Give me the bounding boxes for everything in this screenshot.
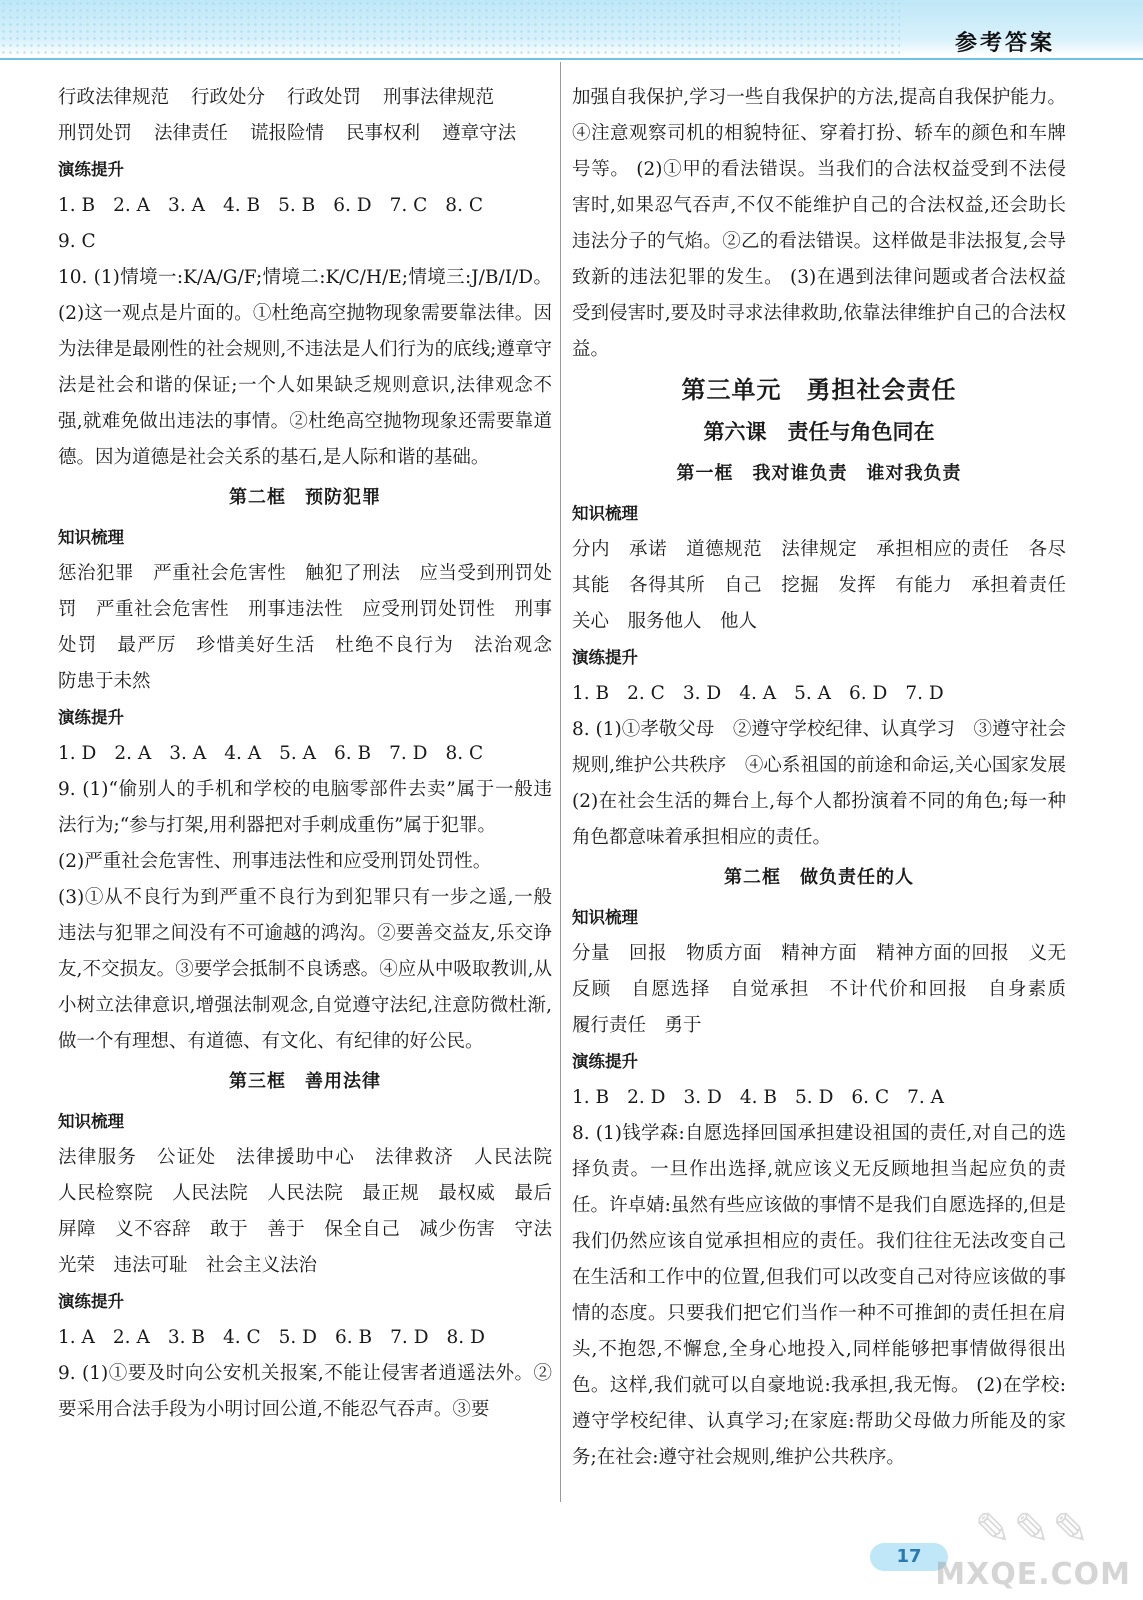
practice-label: 演练提升 (58, 708, 124, 727)
answer-10: 10. (1)情境一:K/A/G/F;情境二:K/C/H/E;情境三:J/B/I/D。 (2)这一观点是片面的。①杜绝高空抛物现象需要靠法律。因为法律是最刚性的社会规则,不违法是人们行为的底线;遵章守法是社会和谐的保证;一个人如果缺乏规则意识,法律观念不强,就难免做出违法的事情。②杜绝高空抛物现象还需要靠道德。因为道德是社会关系的基石,是人际和谐的基础。 (58, 267, 552, 468)
answer-9-part-1: 9. (1)“偷别人的手机和学校的电脑零部件去卖”属于一般违法行为;“参与打架,用利器把对手刺成重伤”属于犯罪。 (58, 779, 552, 836)
knowledge-label: 知识梳理 (572, 504, 638, 523)
knowledge-terms: 惩治犯罪 严重社会危害性 触犯了刑法 应当受到刑罚处罚 严重社会危害性 刑事违法性 应受刑罚处罚性 刑事处罚 最严厉 珍惜美好生活 杜绝不良行为 法治观念 防患于未然 (58, 563, 571, 692)
watermark-url: MXQE.COM (935, 1557, 1131, 1592)
answers-row-5: 1. B 2. D 3. D 4. B 5. D 6. C 7. A (572, 1087, 944, 1108)
knowledge-label: 知识梳理 (58, 1112, 124, 1131)
header-title: 参考答案 (954, 31, 1055, 56)
section-title-use-law: 第三框 善用法律 (229, 1071, 381, 1092)
answers-row-2: 1. D 2. A 3. A 4. A 5. A 6. B 7. D 8. C (58, 743, 484, 764)
unit-title: 第三单元 勇担社会责任 (681, 376, 957, 404)
right-column (572, 80, 1085, 1476)
watermark (911, 1502, 1131, 1592)
practice-label: 演练提升 (58, 1292, 124, 1311)
continued-answer: 加强自我保护,学习一些自我保护的方法,提高自我保护能力。④注意观察司机的相貌特征、穿着打扮、轿车的颜色和车牌号等。 (2)①甲的看法错误。当我们的合法权益受到不法侵害时,如果忍气吞声,不仅不能维护自己的合法权益,还会助长违法分子的气焰。②乙的看法错误。这样做是非法报复,会导致新的违法犯罪的发生。 (3)在遇到法律问题或者合法权益受到侵害时,要及时寻求法律救助,依靠法律维护自己的合法权益。 (572, 87, 1066, 360)
answers-row-1: 1. B 2. A 3. A 4. B 5. B 6. D 7. C 8. C (58, 195, 483, 216)
left-column (58, 80, 571, 1428)
section-title-responsibility: 第一框 我对谁负责 谁对我负责 (676, 463, 962, 484)
watermark-logo-icon: ✎✎✎ (974, 1504, 1091, 1555)
answer-9: 9. (1)①要及时向公安机关报案,不能让侵害者逍遥法外。②要采用合法手段为小明讨回公道,不能忍气吞声。③要 (58, 1363, 552, 1420)
answer-9-part-3: (3)①从不良行为到严重不良行为到犯罪只有一步之遥,一般违法与犯罪之间没有不可逾越的鸿沟。②要善交益友,乐交诤友,不交损友。③要学会抵制不良诱惑。④应从中吸取教训,从小树立法律意识,增强法制观念,自觉遵守法纪,注意防微杜渐,做一个有理想、有道德、有文化、有纪律的好公民。 (58, 887, 552, 1052)
knowledge-terms: 分内 承诺 道德规范 法律规定 承担相应的责任 各尽其能 各得其所 自己 挖掘 发挥 有能力 承担着责任 关心 服务他人 他人 (572, 539, 1085, 632)
answers-row-4: 1. B 2. C 3. D 4. A 5. A 6. D 7. D (572, 683, 944, 704)
knowledge-terms: 分量 回报 物质方面 精神方面 精神方面的回报 义无反顾 自愿选择 自觉承担 不计代价和回报 自身素质 履行责任 勇于 (572, 943, 1085, 1036)
section-title-prevent-crime: 第二框 预防犯罪 (229, 487, 381, 508)
page-number: 17 (870, 1543, 948, 1571)
lesson-title: 第六课 责任与角色同在 (703, 420, 935, 444)
practice-label: 演练提升 (572, 1052, 638, 1071)
column-divider (560, 62, 561, 1502)
answers-row-3: 1. A 2. A 3. B 4. C 5. D 6. B 7. D 8. D (58, 1327, 485, 1348)
knowledge-terms: 法律服务 公证处 法律援助中心 法律救济 人民法院 人民检察院 人民法院 人民法院 最正规 最权威 最后屏障 义不容辞 敢于 善于 保全自己 减少伤害 守法光荣 违法可耻 社会主义法治 (58, 1147, 571, 1276)
answer-8: 8. (1)钱学森:自愿选择回国承担建设祖国的责任,对自己的选择负责。一旦作出选择,就应该义无反顾地担当起应负的责任。许卓婧:虽然有些应该做的事情不是我们自愿选择的,但是我们仍然应该自觉承担相应的责任。我们往往无法改变自己在生活和工作中的位置,但我们可以改变自己对待应该做的事情的态度。只要我们把它们当作一种不可推卸的责任担在肩头,不抱怨,不懈怠,全身心地投入,同样能够把事情做得很出色。这样,我们就可以自豪地说:我承担,我无悔。 (2)在学校:遵守学校纪律、认真学习;在家庭:帮助父母做力所能及的家务;在社会:遵守社会规则,维护公共秩序。 (572, 1123, 1066, 1468)
term-line-2: 刑罚处罚 法律责任 谎报险情 民事权利 遵章守法 (58, 123, 517, 144)
term-line-1: 行政法律规范 行政处分 行政处罚 刑事法律规范 (58, 87, 495, 108)
answer-9: 9. C (58, 231, 96, 252)
knowledge-label: 知识梳理 (572, 908, 638, 927)
knowledge-label: 知识梳理 (58, 528, 124, 547)
practice-label: 演练提升 (58, 160, 124, 179)
practice-label: 演练提升 (572, 648, 638, 667)
header-rule (0, 58, 1143, 60)
section-title-responsible-person: 第二框 做负责任的人 (724, 867, 914, 888)
answer-9-part-2: (2)严重社会危害性、刑事违法性和应受刑罚处罚性。 (58, 851, 492, 872)
answer-8: 8. (1)①孝敬父母 ②遵守学校纪律、认真学习 ③遵守社会规则,维护公共秩序 ④心系祖国的前途和命运,关心国家发展 (2)在社会生活的舞台上,每个人都扮演着不同的角色;每一种角色都意味着承担相应的责任。 (572, 719, 1066, 848)
